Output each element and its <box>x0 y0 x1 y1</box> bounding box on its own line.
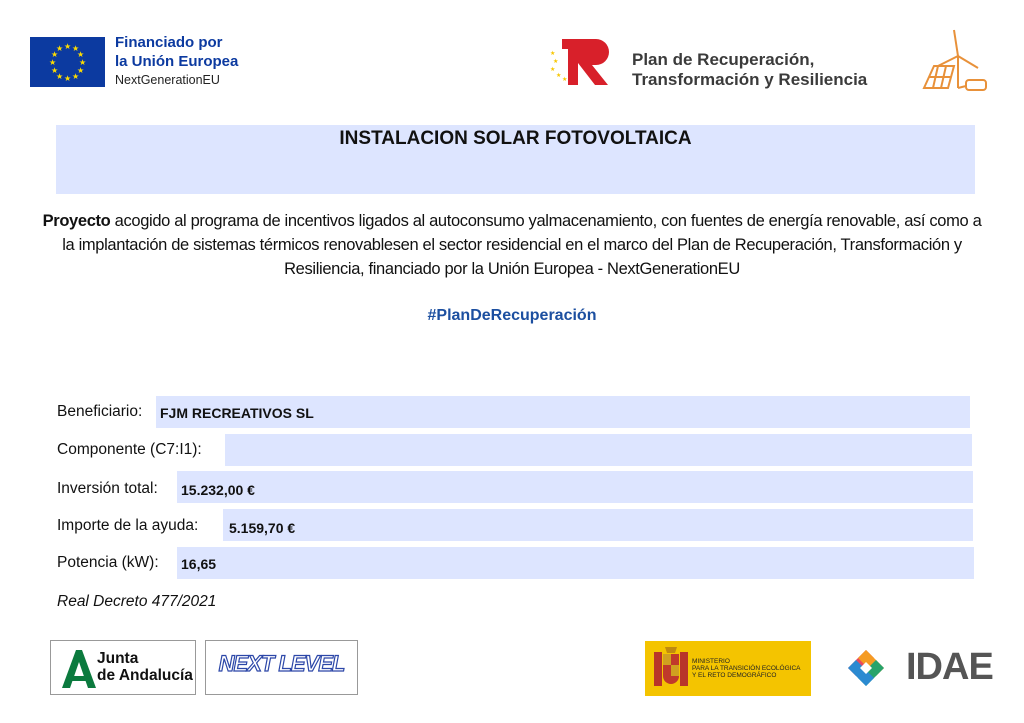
ministerio-text <box>692 658 801 679</box>
project-text: acogido al programa de incentivos ligados al autoconsumo yalmacenamiento, con fuentes de energía renovable, así como a la implantación de sistemas térmicos renovablesen el sector residencial en el marco del Plan de Recuperación, Transformación y Resiliencia, financiado por la Unión Europea - NextGenerationEU <box>62 212 982 278</box>
svg-text:★: ★ <box>553 58 559 65</box>
eu-stars-icon <box>30 37 105 87</box>
junta-a-icon <box>58 646 98 690</box>
page-title: INSTALACION SOLAR FOTOVOLTAICA <box>339 128 692 149</box>
hashtag: #PlanDeRecuperación <box>427 307 597 324</box>
importe-value: 5.159,70 € <box>229 520 296 536</box>
project-bold-label: Proyecto <box>42 212 111 230</box>
ministerio-line-3: Y EL RETO DEMOGRÁFICO <box>692 672 777 679</box>
spain-coat-of-arms-icon <box>649 644 693 694</box>
svg-text:★: ★ <box>49 58 57 67</box>
svg-text:★: ★ <box>550 66 556 73</box>
potencia-label: Potencia (kW): <box>57 554 159 571</box>
inversion-label: Inversión total: <box>57 480 158 497</box>
svg-text:★: ★ <box>56 72 64 81</box>
plan-recuperacion-text <box>632 50 867 90</box>
componente-label: Componente (C7:I1): <box>57 441 202 458</box>
importe-field <box>223 509 973 541</box>
eu-flag-logo <box>30 37 105 87</box>
svg-text:★: ★ <box>77 66 85 75</box>
wind-solar-icon <box>918 26 990 96</box>
beneficiario-value: FJM RECREATIVOS SL <box>160 405 314 421</box>
real-decreto: Real Decreto 477/2021 <box>57 593 217 610</box>
svg-text:★: ★ <box>556 72 562 79</box>
svg-text:★: ★ <box>51 66 59 75</box>
potencia-value: 16,65 <box>181 556 217 572</box>
svg-text:★: ★ <box>51 50 59 59</box>
svg-text:★: ★ <box>72 44 80 53</box>
junta-line-2: de Andalucía <box>97 667 193 684</box>
ministerio-line-2: PARA LA TRANSICIÓN ECOLÓGICA <box>692 665 801 672</box>
eu-line-2: la Unión Europea <box>115 53 239 70</box>
svg-text:★: ★ <box>56 44 64 53</box>
potencia-field <box>177 547 974 579</box>
ministerio-line-1: MINISTERIO <box>692 658 730 665</box>
idae-diamond-icon <box>826 640 906 696</box>
svg-text:★: ★ <box>64 74 72 83</box>
next-level-text: NEXT LEVEL <box>218 651 345 676</box>
tr-logo-icon <box>548 33 618 89</box>
svg-text:★: ★ <box>79 58 87 67</box>
eu-funding-text <box>115 33 238 90</box>
plan-line-1: Plan de Recuperación, <box>632 50 815 69</box>
junta-line-1: Junta <box>97 650 139 667</box>
idae-text: IDAE <box>906 646 993 688</box>
project-description <box>40 209 984 281</box>
junta-text <box>97 650 193 684</box>
svg-text:★: ★ <box>64 42 72 51</box>
svg-text:★: ★ <box>550 50 556 57</box>
componente-field <box>225 434 972 466</box>
eu-line-3: NextGenerationEU <box>115 73 220 87</box>
svg-text:★: ★ <box>562 76 568 83</box>
inversion-value: 15.232,00 € <box>181 482 255 498</box>
inversion-field <box>177 471 973 503</box>
beneficiario-label: Beneficiario: <box>57 403 143 420</box>
svg-text:★: ★ <box>72 72 80 81</box>
eu-line-1: Financiado por <box>115 34 223 51</box>
plan-line-2: Transformación y Resiliencia <box>632 70 868 89</box>
importe-label: Importe de la ayuda: <box>57 517 199 534</box>
svg-text:★: ★ <box>77 50 85 59</box>
